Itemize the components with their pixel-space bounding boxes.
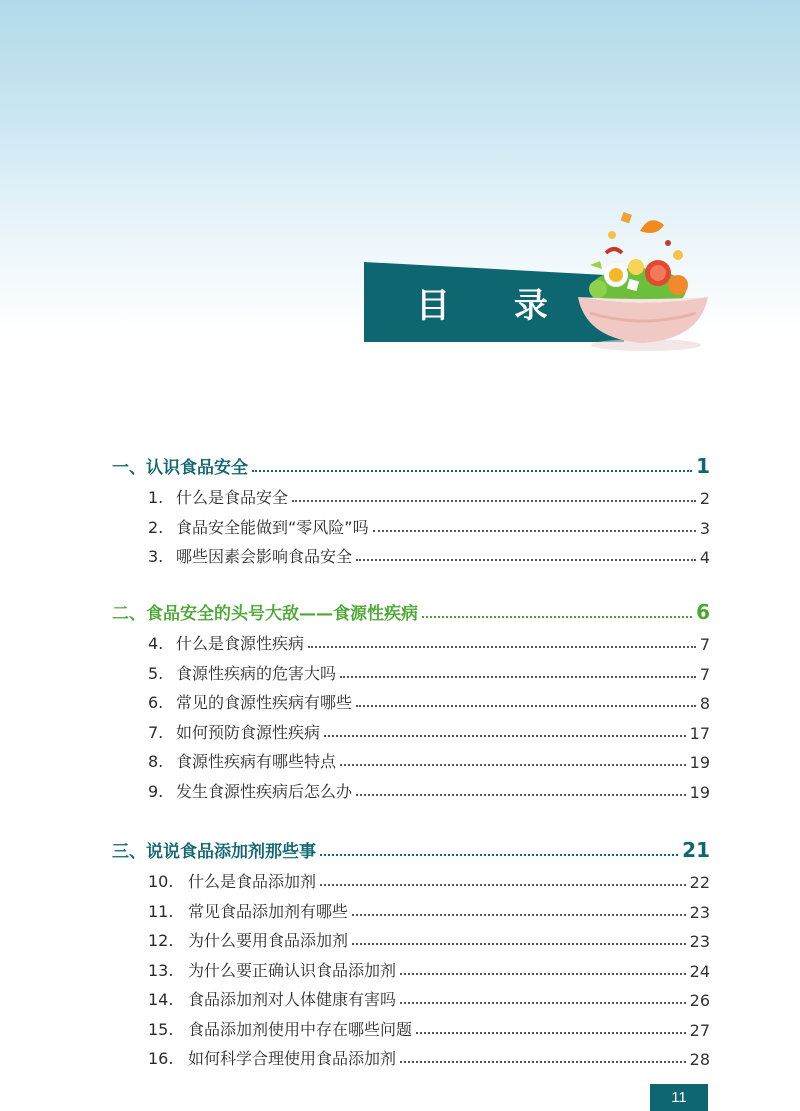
section-page-number: 19 — [689, 753, 710, 772]
section-title: 哪些因素会影响食品安全 — [176, 547, 353, 566]
section-title: 常见的食源性疾病有哪些 — [176, 693, 353, 712]
dot-leader — [340, 676, 696, 678]
dot-leader — [400, 973, 686, 975]
section-title: 为什么要用食品添加剂 — [188, 931, 349, 950]
section-label — [112, 631, 304, 654]
section-title: 如何科学合理使用食品添加剂 — [188, 1049, 397, 1068]
section-title: 为什么要正确认识食品添加剂 — [188, 960, 397, 980]
section-number: 7. — [148, 722, 164, 742]
toc-chapter-row[interactable] — [112, 594, 710, 624]
section-page-number: 4 — [699, 548, 710, 567]
section-label — [112, 958, 396, 981]
section-number: 9. — [148, 781, 164, 801]
section-title: 什么是食品添加剂 — [188, 872, 317, 891]
dot-leader — [356, 705, 696, 707]
dot-leader — [340, 764, 686, 766]
section-page-number: 28 — [689, 1050, 710, 1069]
chapter-page-number: 1 — [696, 454, 710, 478]
section-label — [112, 899, 348, 922]
section-number: 1. — [148, 488, 164, 507]
dot-leader — [324, 735, 686, 737]
section-title: 食品安全能做到“零风险”吗 — [176, 517, 369, 537]
section-number: 13. — [148, 960, 174, 980]
section-title: 如何预防食源性疾病 — [176, 722, 321, 742]
chapter-title: 二、食品安全的头号大敌——食源性疾病 — [112, 604, 418, 624]
dot-leader — [422, 616, 692, 618]
section-page-number: 26 — [689, 991, 710, 1010]
toc-section-row[interactable] — [112, 537, 710, 567]
toc-chapter-row[interactable] — [112, 832, 710, 862]
toc-section-row[interactable] — [112, 478, 710, 508]
toc-section-row[interactable] — [112, 862, 710, 892]
section-number: 12. — [148, 931, 174, 950]
toc-chapter-row[interactable] — [112, 448, 710, 478]
section-page-number: 27 — [689, 1020, 710, 1040]
section-title: 常见食品添加剂有哪些 — [188, 901, 349, 921]
section-title: 发生食源性疾病后怎么办 — [176, 781, 353, 801]
chapter-page-number: 21 — [682, 838, 710, 862]
section-label — [112, 928, 348, 951]
section-page-number: 17 — [689, 723, 710, 743]
dot-leader — [373, 530, 696, 532]
dot-leader — [400, 1061, 686, 1063]
section-label — [112, 485, 288, 508]
section-label — [112, 544, 352, 567]
dot-leader — [352, 914, 686, 916]
section-page-number: 8 — [699, 694, 710, 713]
page-title: 目 录 — [416, 286, 574, 326]
section-title: 食品添加剂对人体健康有害吗 — [188, 990, 397, 1009]
toc-section-row[interactable] — [112, 508, 710, 538]
section-number: 5. — [148, 663, 164, 683]
section-number: 4. — [148, 634, 164, 653]
section-page-number: 23 — [689, 902, 710, 922]
section-number: 11. — [148, 901, 174, 921]
dot-leader — [252, 470, 692, 472]
chapter-page-number: 6 — [696, 600, 710, 624]
chapter-title: 一、认识食品安全 — [112, 458, 248, 478]
section-page-number: 7 — [699, 664, 710, 684]
toc-section-row[interactable] — [112, 772, 710, 802]
section-title: 什么是食源性疾病 — [176, 634, 305, 653]
section-label — [112, 1046, 396, 1069]
section-number: 3. — [148, 547, 164, 566]
section-page-number: 23 — [689, 932, 710, 951]
toc-section-row[interactable] — [112, 1010, 710, 1040]
section-number: 2. — [148, 517, 164, 537]
section-label — [112, 720, 320, 743]
toc-section-row[interactable] — [112, 713, 710, 743]
dot-leader — [320, 884, 686, 886]
section-label — [112, 515, 369, 538]
section-label — [112, 661, 336, 684]
section-page-number: 3 — [699, 518, 710, 538]
section-title: 食源性疾病有哪些特点 — [176, 752, 337, 771]
toc-section-row[interactable] — [112, 951, 710, 981]
section-number: 8. — [148, 752, 164, 771]
section-label — [112, 749, 336, 772]
dot-leader — [308, 646, 696, 648]
section-label — [112, 690, 352, 713]
chapter-title: 三、说说食品添加剂那些事 — [112, 842, 316, 862]
section-page-number: 2 — [699, 489, 710, 508]
dot-leader — [356, 794, 686, 796]
section-number: 6. — [148, 693, 164, 712]
section-label — [112, 1017, 412, 1040]
section-label — [112, 987, 396, 1010]
toc-section-row[interactable] — [112, 921, 710, 951]
section-page-number: 19 — [689, 782, 710, 802]
section-label — [112, 869, 316, 892]
section-number: 14. — [148, 990, 174, 1009]
dot-leader — [400, 1002, 686, 1004]
toc-section-row[interactable] — [112, 980, 710, 1010]
dot-leader — [292, 500, 696, 502]
dot-leader — [416, 1032, 686, 1034]
dot-leader — [356, 559, 696, 561]
toc-section-row[interactable] — [112, 683, 710, 713]
page-number-badge: 11 — [650, 1084, 708, 1111]
section-number: 15. — [148, 1019, 174, 1039]
section-number: 16. — [148, 1049, 174, 1068]
toc-section-row[interactable] — [112, 1039, 710, 1069]
dot-leader — [320, 854, 678, 856]
section-title: 食源性疾病的危害大吗 — [176, 663, 337, 683]
section-page-number: 24 — [689, 961, 710, 981]
section-page-number: 7 — [699, 635, 710, 654]
dot-leader — [352, 943, 686, 945]
toc-section-row[interactable] — [112, 892, 710, 922]
salad-bowl-illustration — [568, 205, 718, 355]
toc-section-row[interactable] — [112, 654, 710, 684]
section-label — [112, 779, 352, 802]
toc-section-row[interactable] — [112, 742, 710, 772]
toc-section-row[interactable] — [112, 624, 710, 654]
section-page-number: 22 — [689, 873, 710, 892]
section-title: 什么是食品安全 — [176, 488, 289, 507]
section-title: 食品添加剂使用中存在哪些问题 — [188, 1019, 413, 1039]
section-number: 10. — [148, 872, 174, 891]
